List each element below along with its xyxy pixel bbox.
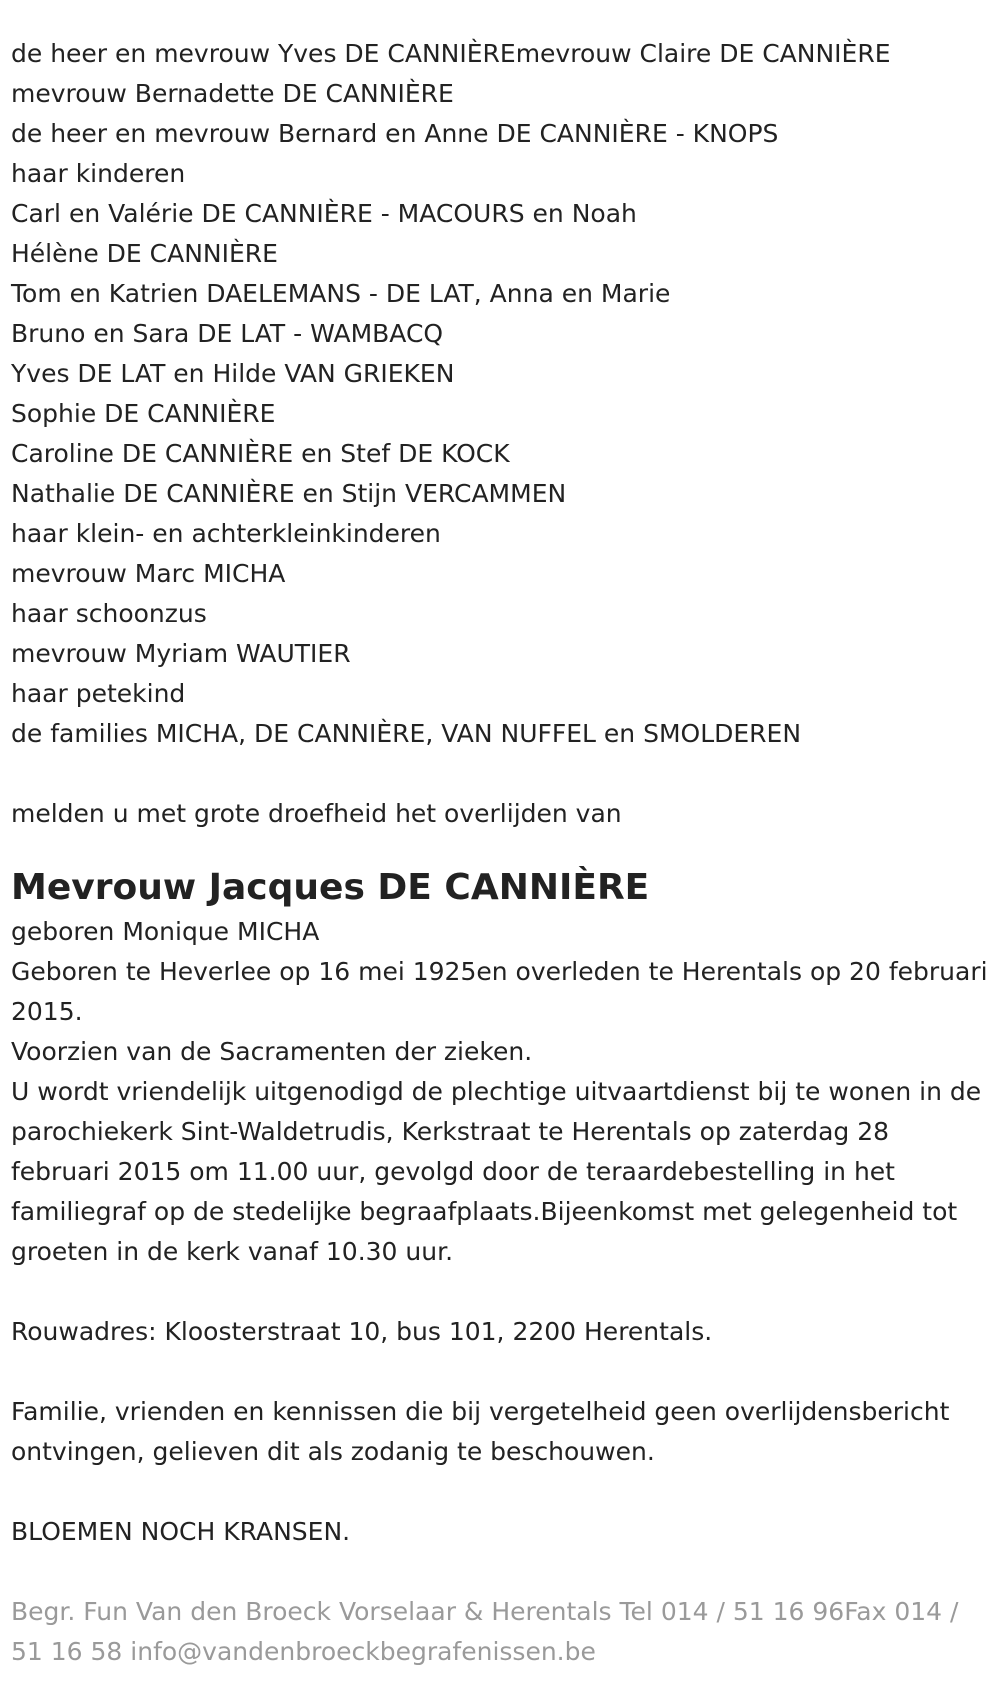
notice-text: Familie, vrienden en kennissen die bij vergetelheid geen overlijdensbericht ontvingen, gelieven dit als zodanig te beschouwen.: [11, 1397, 950, 1466]
flowers-notice: BLOEMEN NOCH KRANSEN.: [11, 1517, 351, 1546]
mourner-line: haar klein- en achterkleinkinderen: [11, 519, 441, 548]
sacraments-text: Voorzien van de Sacramenten der zieken.: [11, 1037, 533, 1066]
mourner-line: de heer en mevrouw Yves DE CANNIÈREmevrouw Claire DE CANNIÈRE: [11, 39, 891, 68]
mourner-line: mevrouw Bernadette DE CANNIÈRE: [11, 79, 454, 108]
mourners-list: [11, 34, 990, 754]
mourner-line: Bruno en Sara DE LAT - WAMBACQ: [11, 319, 444, 348]
mourner-line: Yves DE LAT en Hilde VAN GRIEKEN: [11, 359, 455, 388]
mourning-address: Rouwadres: Kloosterstraat 10, bus 101, 2200 Herentals.: [11, 1317, 713, 1346]
maiden-name: geboren Monique MICHA: [11, 917, 320, 946]
mourner-line: de families MICHA, DE CANNIÈRE, VAN NUFFEL en SMOLDEREN: [11, 719, 802, 748]
ceremony-text: U wordt vriendelijk uitgenodigd de plechtige uitvaartdienst bij te wonen in de parochiekerk Sint-Waldetrudis, Kerkstraat te Herentals op zaterdag 28 februari 2015 om 11.00 uur, gevolgd door de teraardebestelling in het familiegraf op de stedelijke begraafplaats.Bijeenkomst met gelegenheid tot groeten in de kerk vanaf 10.30 uur.: [11, 1077, 982, 1266]
mourner-line: Tom en Katrien DAELEMANS - DE LAT, Anna en Marie: [11, 279, 671, 308]
mourner-line: mevrouw Myriam WAUTIER: [11, 639, 351, 668]
spacer: [11, 1472, 990, 1512]
mourner-line: haar schoonzus: [11, 599, 207, 628]
spacer: [11, 1272, 990, 1312]
mourner-line: haar petekind: [11, 679, 186, 708]
mourner-line: Caroline DE CANNIÈRE en Stef DE KOCK: [11, 439, 510, 468]
mourner-line: Carl en Valérie DE CANNIÈRE - MACOURS en Noah: [11, 199, 637, 228]
deceased-name: Mevrouw Jacques DE CANNIÈRE: [11, 867, 650, 908]
mourner-line: Nathalie DE CANNIÈRE en Stijn VERCAMMEN: [11, 479, 567, 508]
mourner-line: Sophie DE CANNIÈRE: [11, 399, 276, 428]
mourner-line: haar kinderen: [11, 159, 186, 188]
spacer: [11, 1352, 990, 1392]
mourner-line: de heer en mevrouw Bernard en Anne DE CANNIÈRE - KNOPS: [11, 119, 779, 148]
announcement-intro: melden u met grote droefheid het overlijden van: [11, 799, 622, 828]
funeral-home-footer: Begr. Fun Van den Broeck Vorselaar & Herentals Tel 014 / 51 16 96Fax 014 / 51 16 58 info@vandenbroeckbegrafenissen.be: [11, 1597, 959, 1666]
mourner-line: Hélène DE CANNIÈRE: [11, 239, 278, 268]
mourner-line: mevrouw Marc MICHA: [11, 559, 286, 588]
birth-death-text: Geboren te Heverlee op 16 mei 1925en overleden te Herentals op 20 februari 2015.: [11, 957, 988, 1026]
